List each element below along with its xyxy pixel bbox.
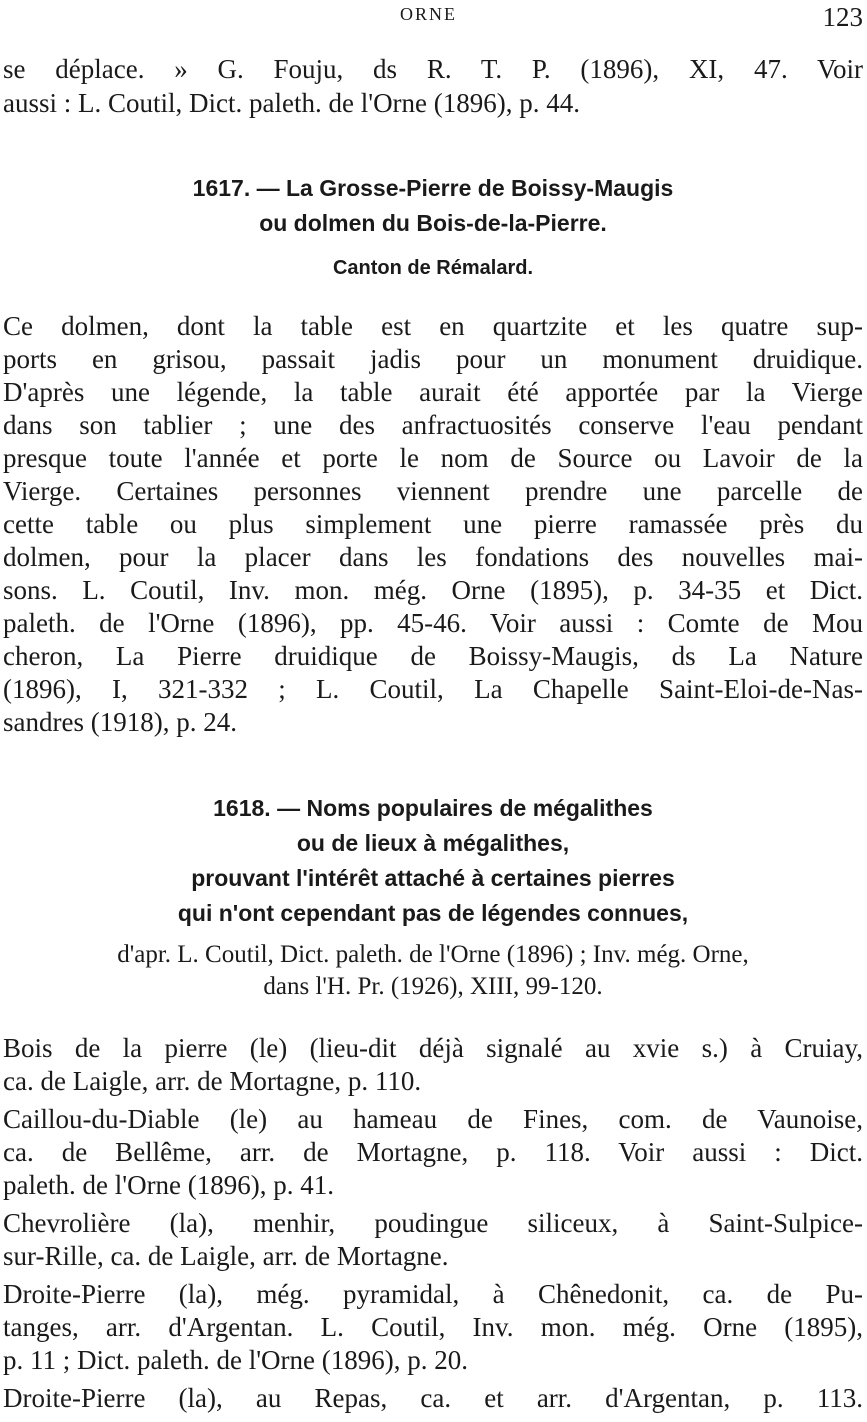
section-1618-subtitle: prouvant l'intérêt attaché à certaines pierres [191, 865, 675, 891]
entry-line: Bois de la pierre (le) (lieu-dit déjà signalé au xvie s.) à Cruiay, [3, 1033, 863, 1063]
body-line: Ce dolmen, dont la table est en quartzite et les quatre sup- [3, 311, 863, 341]
body-line: sandres (1918), p. 24. [3, 707, 237, 737]
section-1617-title: 1617. — La Grosse-Pierre de Boissy-Maugis [192, 175, 674, 201]
running-head: ORNE [400, 4, 457, 24]
section-1618-source: dans l'H. Pr. (1926), XIII, 99-120. [263, 973, 603, 1000]
body-line: D'après une légende, la table aurait été apportée par la Vierge [3, 377, 863, 407]
body-line: Vierge. Certaines personnes viennent prendre une parcelle de [3, 476, 863, 506]
entry-line: Droite-Pierre (la), au Repas, ca. et arr. d'Argentan, p. 113. [3, 1383, 863, 1413]
body-line: cette table ou plus simplement une pierre ramassée près du [3, 509, 863, 539]
page-number: 123 [822, 2, 863, 32]
entry-line: ca. de Laigle, arr. de Mortagne, p. 110. [3, 1066, 422, 1096]
entry-line: Caillou-du-Diable (le) au hameau de Fines, com. de Vaunoise, [3, 1104, 863, 1134]
body-line: presque toute l'année et porte le nom de Source ou Lavoir de la [3, 443, 863, 473]
body-line: cheron, La Pierre druidique de Boissy-Maugis, ds La Nature [3, 641, 863, 671]
body-line: dolmen, pour la placer dans les fondations des nouvelles mai- [3, 542, 863, 572]
body-line: dans son tablier ; une des anfractuosités conserve l'eau pendant [3, 410, 863, 440]
section-1618-subtitle: qui n'ont cependant pas de légendes connues, [177, 900, 689, 926]
body-line: (1896), I, 321-332 ; L. Coutil, La Chapelle Saint-Eloi-de-Nas- [3, 674, 863, 704]
section-1617-canton: Canton de Rémalard. [332, 257, 534, 279]
body-line: sons. L. Coutil, Inv. mon. még. Orne (1895), p. 34-35 et Dict. [3, 575, 863, 605]
entry-line: sur-Rille, ca. de Laigle, arr. de Mortagne. [3, 1241, 449, 1271]
entry-line: p. 11 ; Dict. paleth. de l'Orne (1896), p. 20. [3, 1345, 469, 1375]
section-1618-subtitle: ou de lieux à mégalithes, [296, 830, 570, 856]
body-line: aussi : L. Coutil, Dict. paleth. de l'Orne (1896), p. 44. [3, 88, 581, 118]
page-header [0, 2, 867, 30]
entry-line: Droite-Pierre (la), még. pyramidal, à Chênedonit, ca. de Pu- [3, 1279, 863, 1309]
section-1618-source: d'apr. L. Coutil, Dict. paleth. de l'Orne (1896) ; Inv. még. Orne, [117, 941, 749, 968]
body-line: se déplace. » G. Fouju, ds R. T. P. (1896), XI, 47. Voir [3, 54, 863, 84]
entry-line: ca. de Bellême, arr. de Mortagne, p. 118. Voir aussi : Dict. [3, 1137, 863, 1167]
entry-line: tanges, arr. d'Argentan. L. Coutil, Inv. mon. még. Orne (1895), [3, 1312, 863, 1342]
body-line: paleth. de l'Orne (1896), pp. 45-46. Voir aussi : Comte de Mou [3, 608, 863, 638]
section-1617-subtitle: ou dolmen du Bois-de-la-Pierre. [259, 210, 607, 236]
section-1618-title: 1618. — Noms populaires de mégalithes [213, 795, 653, 821]
entry-line: paleth. de l'Orne (1896), p. 41. [3, 1170, 335, 1200]
body-line: ports en grisou, passait jadis pour un monument druidique. [3, 344, 863, 374]
entry-line: Chevrolière (la), menhir, poudingue siliceux, à Saint-Sulpice- [3, 1208, 863, 1238]
